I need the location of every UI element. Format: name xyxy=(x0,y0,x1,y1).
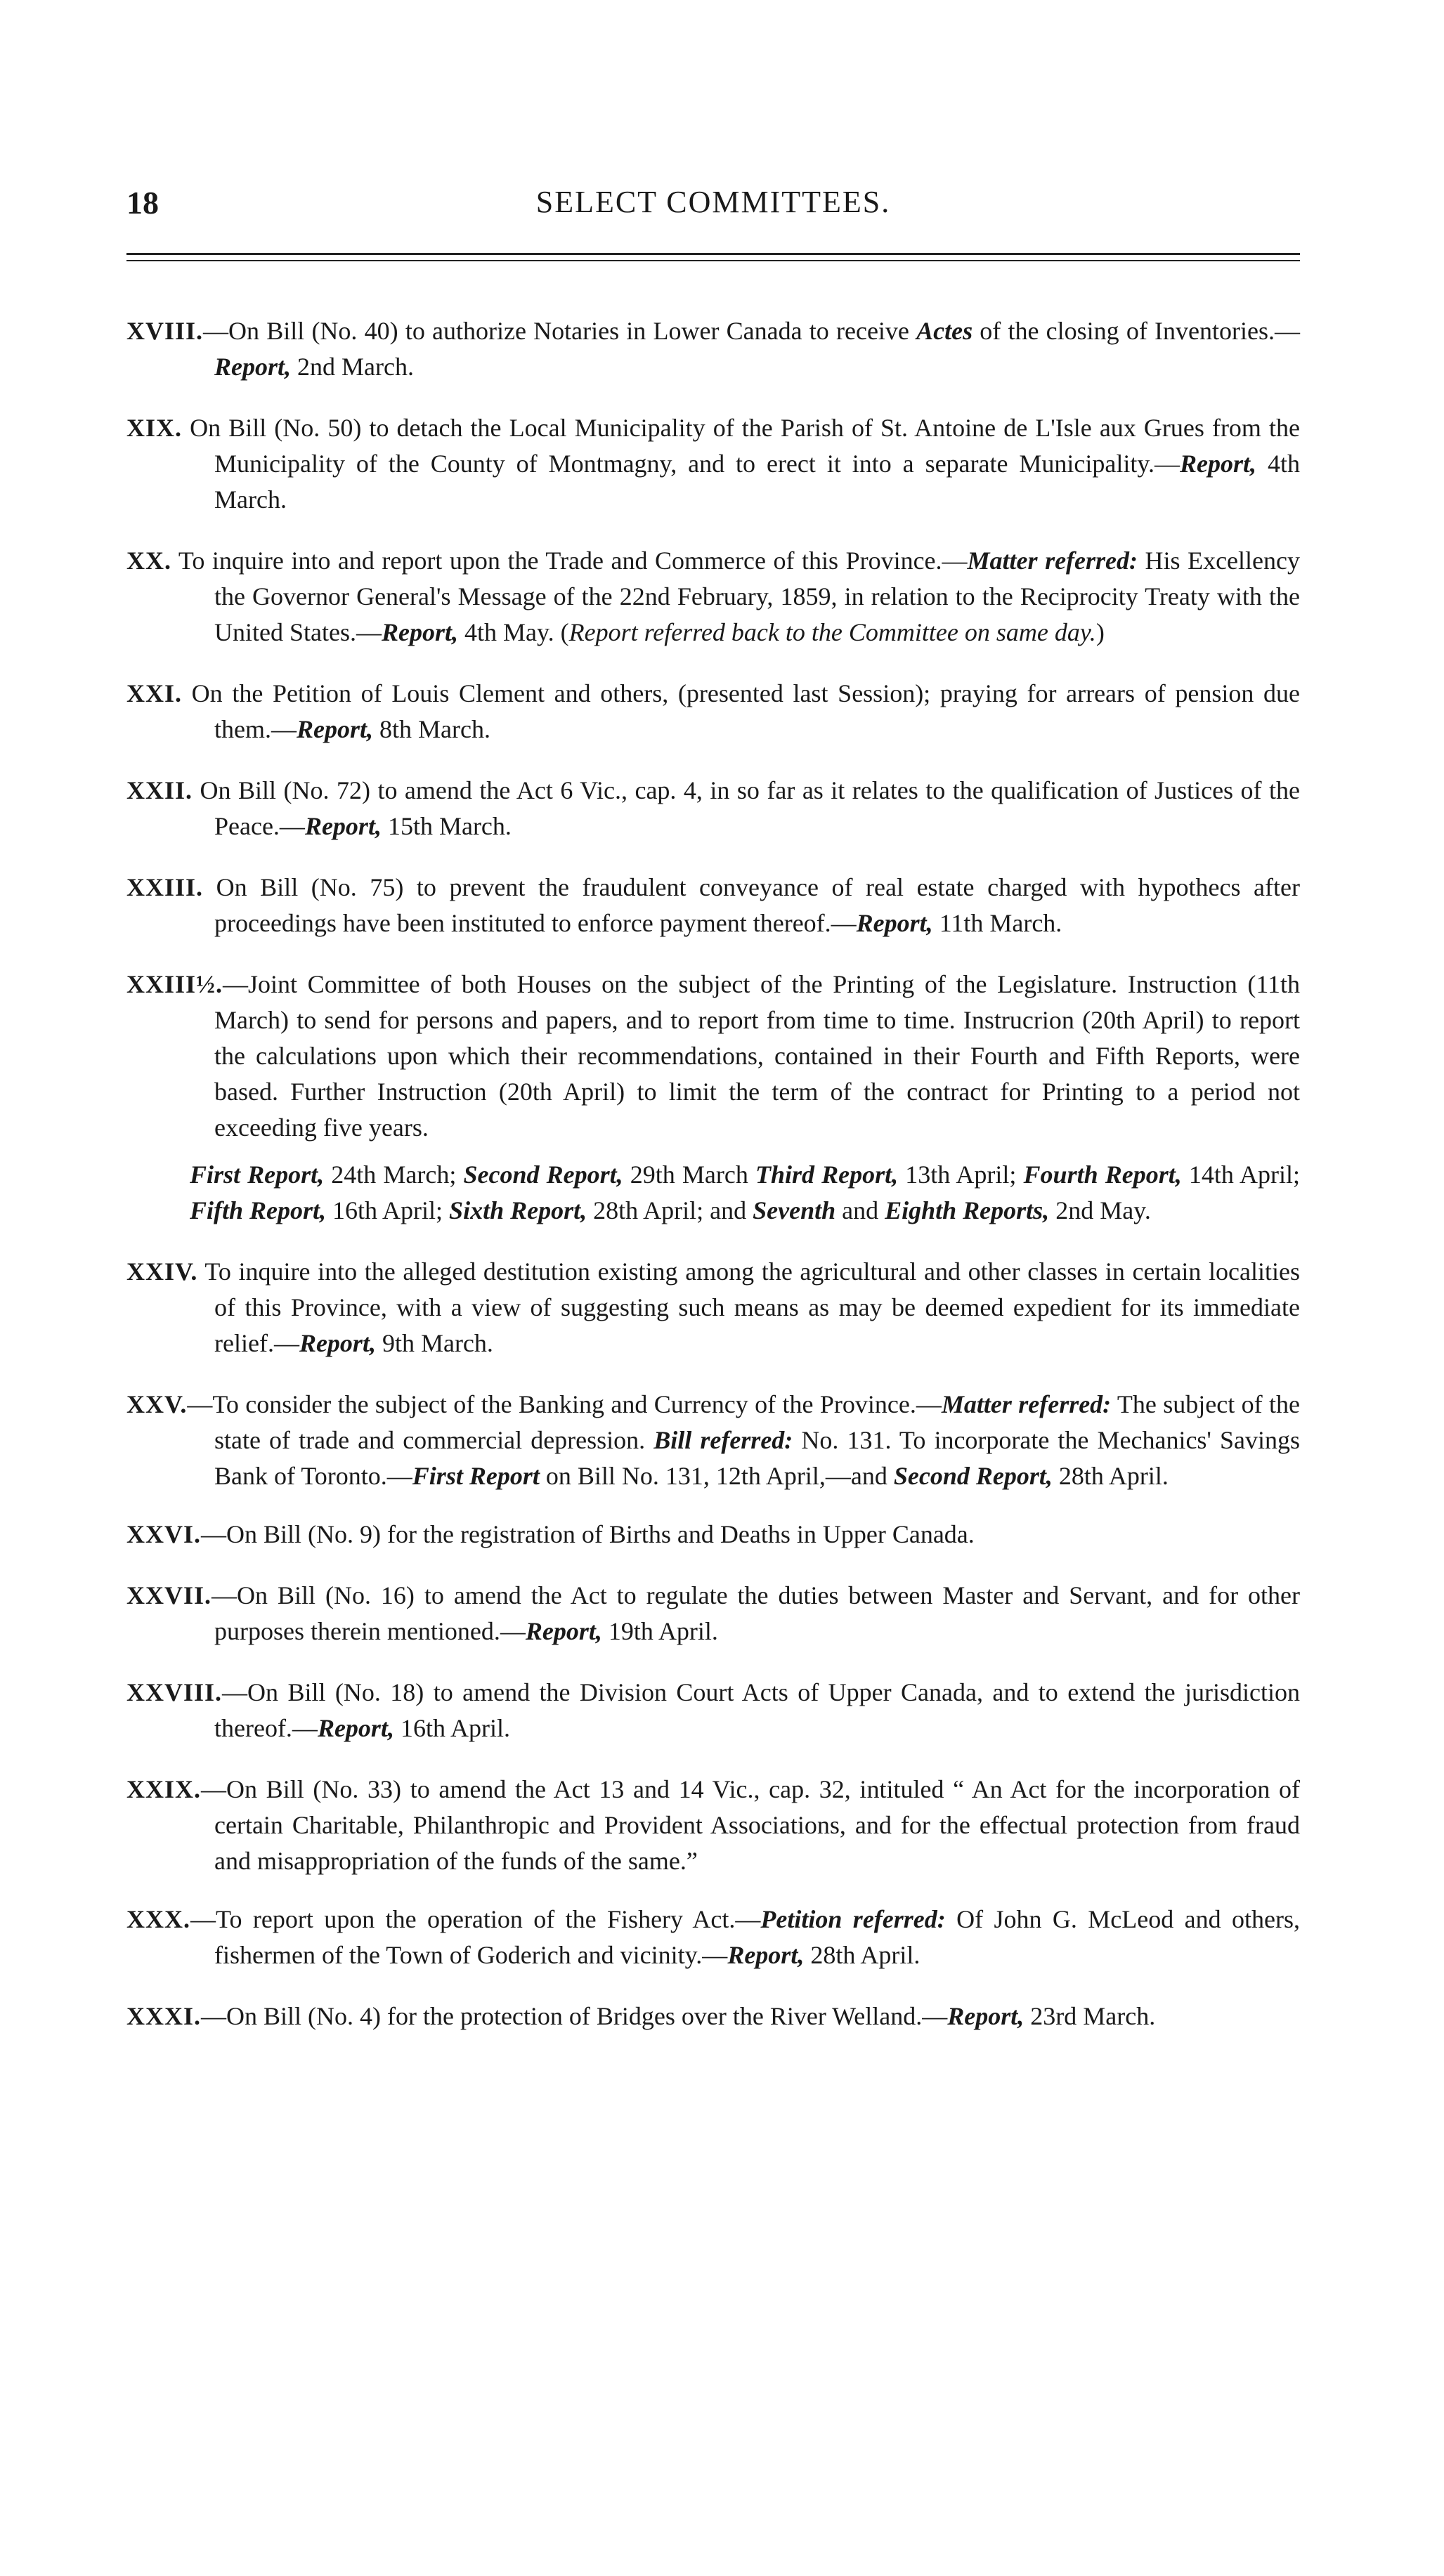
entry-text: —On Bill (No. 33) to amend the Act 13 and 14 Vic., cap. 32, intituled “ An Act for the incorporation of certain Charitable, Philanthropic and Provident Associations, and for the effectual protection from fraud and misappropriation of the funds of the same.” xyxy=(201,1775,1300,1875)
entry-text: 15th March. xyxy=(381,812,512,840)
entry-italic: Second Report, xyxy=(463,1160,623,1189)
entry-text: —On Bill (No. 16) to amend the Act to regulate the duties between Master and Servant, and for other purposes therein mentioned.— xyxy=(212,1581,1300,1645)
entry-number: XXV. xyxy=(126,1390,188,1418)
entry-italic: Report, xyxy=(947,2002,1025,2030)
entry-italic: First Report, xyxy=(190,1160,325,1189)
entry-italic: Matter referred: xyxy=(967,547,1138,575)
page-header xyxy=(126,184,1300,226)
entry-text: —On Bill (No. 18) to amend the Division Court Acts of Upper Canada, and to extend the jurisdiction thereof.— xyxy=(214,1678,1300,1742)
entry-text: and xyxy=(835,1196,885,1224)
entry-number: XIX. xyxy=(126,414,183,442)
entry-text: —On Bill (No. 9) for the registration of Births and Deaths in Upper Canada. xyxy=(201,1520,975,1548)
entry-text: 28th April. xyxy=(804,1941,921,1969)
committee-entry-xix xyxy=(126,410,1300,518)
entry-text: On Bill (No. 50) to detach the Local Municipality of the Parish of St. Antoine de L'Isle aux Grues from the Municipality of the County of Montmagny, and to erect it into a separate Municipality.— xyxy=(182,414,1300,478)
entry-italic: Petition referred: xyxy=(760,1905,946,1933)
entry-number: XXIII. xyxy=(126,873,204,901)
entry-text: —On Bill (No. 4) for the protection of Bridges over the River Welland.— xyxy=(201,2002,948,2030)
entry-italic: Sixth Report, xyxy=(449,1196,587,1224)
entry-text: on Bill No. 131, 12th April,—and xyxy=(539,1462,894,1490)
entry-text: His Excellency the Governor General's Message of the 22nd February, 1859, in relation to the Reciprocity Treaty with the United States.— xyxy=(214,547,1300,646)
entry-text: Of John G. McLeod and others, fishermen of the Town of Goderich and vicinity.— xyxy=(214,1905,1300,1969)
entry-text: 2nd March. xyxy=(291,353,414,381)
committee-entry-xxiii xyxy=(126,870,1300,941)
entry-text: On Bill (No. 72) to amend the Act 6 Vic., cap. 4, in so far as it relates to the qualification of Justices of the Peace.— xyxy=(193,776,1300,840)
committee-entry-xxi xyxy=(126,676,1300,747)
entry-text: The subject of the state of trade and commercial depression. xyxy=(214,1390,1300,1454)
entry-italic: Report, xyxy=(317,1714,394,1742)
committee-list xyxy=(126,288,1300,2050)
entry-number: XXVI. xyxy=(126,1520,202,1548)
entry-italic: Seventh xyxy=(753,1196,836,1224)
entry-number: XXI. xyxy=(126,679,183,707)
entry-italic: Report, xyxy=(296,715,373,743)
entry-italic: Third Report, xyxy=(755,1160,899,1189)
entry-italic: Report, xyxy=(381,618,458,646)
entry-text: 16th April; xyxy=(326,1196,450,1224)
entry-italic: Report, xyxy=(856,909,933,937)
entry-number: XVIII. xyxy=(126,317,204,345)
entry-text: 4th May. ( xyxy=(458,618,569,646)
entry-number: XXII. xyxy=(126,776,193,804)
entry-text: 23rd March. xyxy=(1024,2002,1156,2030)
entry-text: 28th April. xyxy=(1052,1462,1169,1490)
entry-italic: Matter referred: xyxy=(941,1390,1112,1418)
entry-text: —To report upon the operation of the Fishery Act.— xyxy=(190,1905,761,1933)
committee-entry-xxxi xyxy=(126,1999,1300,2034)
committee-entry-xxvii xyxy=(126,1578,1300,1649)
entry-text: On the Petition of Louis Clement and others, (presented last Session); praying for arrears of pension due them.— xyxy=(182,679,1300,743)
entry-italic: Fourth Report, xyxy=(1023,1160,1182,1189)
entry-number: XXVIII. xyxy=(126,1678,223,1706)
header-rule xyxy=(126,253,1300,255)
printing-reports-paragraph xyxy=(126,1157,1300,1229)
entry-text: —To consider the subject of the Banking and Currency of the Province.— xyxy=(187,1390,942,1418)
entry-italic: Eighth Reports, xyxy=(885,1196,1050,1224)
entry-number: XXIV. xyxy=(126,1257,198,1286)
committee-entry-xxv xyxy=(126,1387,1300,1494)
page-number: 18 xyxy=(126,185,159,221)
entry-text: ) xyxy=(1095,618,1105,646)
entry-number: XXIII½. xyxy=(126,970,223,998)
entry-italic: Report, xyxy=(304,812,382,840)
committee-entry-xx xyxy=(126,543,1300,650)
entry-text: On Bill (No. 75) to prevent the fraudulent conveyance of real estate charged with hypothecs after proceedings have been instituted to enforce payment thereof.— xyxy=(203,873,1300,937)
entry-number: XXX. xyxy=(126,1905,190,1933)
entry-text: To inquire into and report upon the Trade and Commerce of this Province.— xyxy=(171,547,968,575)
entry-italic: Fifth Report, xyxy=(190,1196,327,1224)
entry-number: XX. xyxy=(126,547,171,575)
entry-text: To inquire into the alleged destitution existing among the agricultural and other classes in certain localities of this Province, with a view of suggesting such means as may be deemed expedient for its immediate relief.— xyxy=(197,1257,1300,1357)
entry-italic: Report, xyxy=(1180,450,1257,478)
entry-text: 4th March. xyxy=(214,450,1300,514)
entry-text: 29th March xyxy=(623,1160,755,1189)
entry-text: 2nd May. xyxy=(1049,1196,1151,1224)
committee-entry-xxiv xyxy=(126,1254,1300,1361)
entry-italic: Bill referred: xyxy=(653,1426,793,1454)
committee-entry-xxviii xyxy=(126,1675,1300,1746)
entry-text: —On Bill (No. 40) to authorize Notaries in Lower Canada to receive xyxy=(203,317,917,345)
entry-italic: Report, xyxy=(525,1617,602,1645)
committee-entry-xxii xyxy=(126,773,1300,844)
entry-text: 8th March. xyxy=(373,715,490,743)
committee-entry-xviii xyxy=(126,313,1300,385)
entry-text: 14th April; xyxy=(1181,1160,1301,1189)
entry-italic: Report referred back to the Committee on same day. xyxy=(568,618,1096,646)
entry-number: XXXI. xyxy=(126,2002,202,2030)
entry-italic: Actes xyxy=(916,317,973,345)
entry-italic: Report, xyxy=(299,1329,376,1357)
entry-number: XXIX. xyxy=(126,1775,202,1803)
entry-text: 11th March. xyxy=(932,909,1062,937)
entry-text: 16th April. xyxy=(393,1714,510,1742)
committee-entry-xxix xyxy=(126,1772,1300,1879)
header-rule-double xyxy=(126,260,1300,261)
entry-text: No. 131. To incorporate the Mechanics' Savings Bank of Toronto.— xyxy=(214,1426,1301,1490)
entry-text: 13th April; xyxy=(898,1160,1024,1189)
entry-number: XXVII. xyxy=(126,1581,212,1609)
entry-text: 28th April; and xyxy=(587,1196,753,1224)
entry-text: —Joint Committee of both Houses on the subject of the Printing of the Legislature. Instruction (11th March) to send for persons and papers, and to report from time to time. Instrucrion (20th April) to report the calculations upon which their recommendations, contained in their Fourth and Fifth Reports, were based. Further Instruction (20th April) to limit the term of the contract for Printing to a period not exceeding five years. xyxy=(214,970,1300,1142)
entry-text: 19th April. xyxy=(601,1617,718,1645)
committee-entry-xxvi xyxy=(126,1517,1300,1552)
entry-text: of the closing of Inventories.— xyxy=(973,317,1301,345)
entry-text: 24th March; xyxy=(324,1160,464,1189)
committee-entry-xxiii-half xyxy=(126,967,1300,1146)
running-title: SELECT COMMITTEES. xyxy=(535,185,891,219)
entry-italic: Report, xyxy=(214,353,292,381)
entry-italic: Report, xyxy=(727,1941,805,1969)
committee-entry-xxx xyxy=(126,1902,1300,1973)
entry-text: 9th March. xyxy=(375,1329,493,1357)
entry-italic: First Report xyxy=(412,1462,540,1490)
entry-italic: Second Report, xyxy=(893,1462,1053,1490)
